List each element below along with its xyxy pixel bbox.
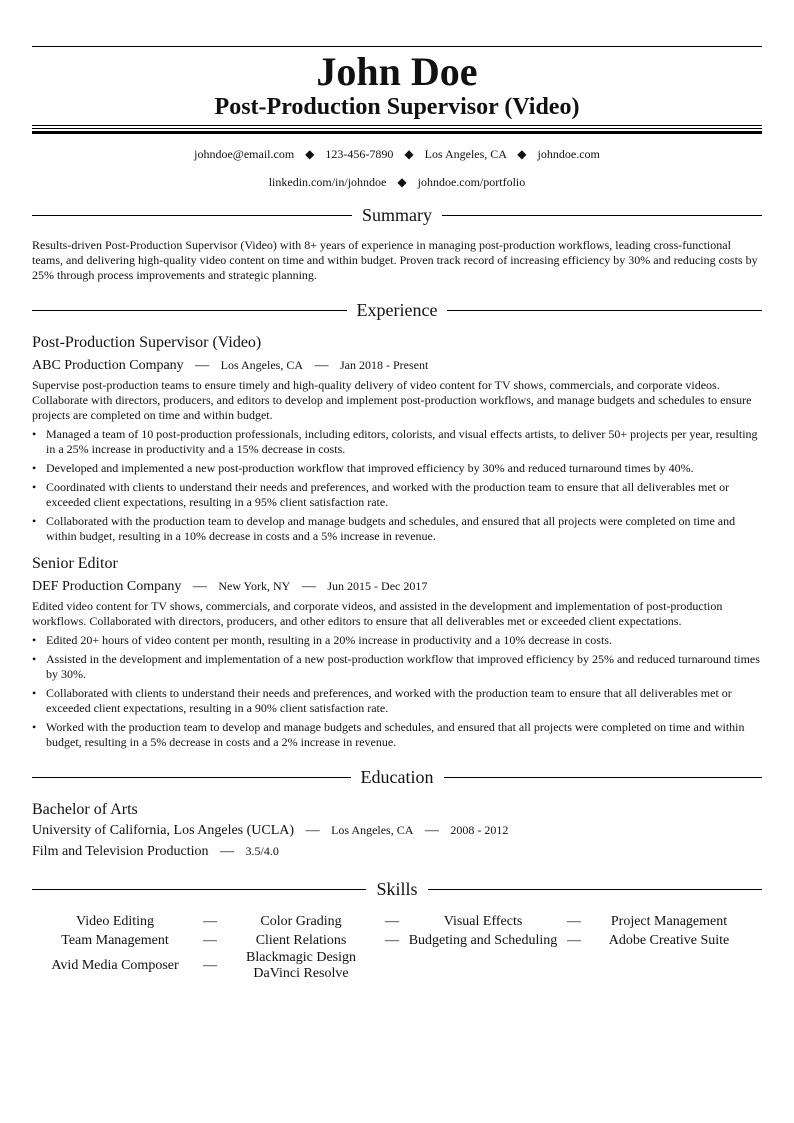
skill-item: Color Grading xyxy=(260,913,342,929)
dash-separator: — xyxy=(203,932,217,948)
skill-item: Team Management xyxy=(61,932,169,948)
job-company-line xyxy=(32,576,762,597)
dash-separator: — xyxy=(567,932,581,948)
edu-school: University of California, Los Angeles (UCLA) xyxy=(32,823,295,838)
job-dates: Jan 2018 - Present xyxy=(340,358,429,372)
candidate-title: Post-Production Supervisor (Video) xyxy=(214,94,580,120)
edu-degree: Bachelor of Arts xyxy=(32,801,138,818)
job-description: Supervise post-production teams to ensure timely and high-quality delivery of video content for TV shows, commercials, and corporate videos. Collaborate with directors, producers, and editors to develop and implement post-production workflows, and manage budgets and schedules to ensure projects are completed on time and within budget. xyxy=(32,378,752,422)
job-bullet: • Coordinated with clients to understand their needs and preferences, and worked with the production team to ensure that all deliverables met or exceeded client expectations, resulting in a 95% client satisfaction rate. xyxy=(32,480,730,509)
experience-heading-label: Experience xyxy=(356,300,438,320)
dash-separator: — xyxy=(385,932,399,948)
job-company: DEF Production Company xyxy=(32,579,182,594)
dash-separator: — xyxy=(219,844,234,859)
bullet-icon: • xyxy=(32,652,37,666)
education-heading xyxy=(32,764,762,790)
skill-item: Video Editing xyxy=(75,913,155,929)
job-bullet: • Collaborated with clients to understand their needs and preferences, and worked with the production team to ensure that all deliverables met or exceeded client expectations, resulting in a 90% client satisfaction rate. xyxy=(32,686,732,715)
bullet-icon: • xyxy=(32,720,37,734)
job-location: Los Angeles, CA xyxy=(220,358,304,372)
contact-phone[interactable]: 123-456-7890 xyxy=(325,147,394,161)
job-bullets xyxy=(32,633,762,750)
skill-item: Project Management xyxy=(610,913,728,929)
bullet-icon: • xyxy=(32,514,37,528)
job-company: ABC Production Company xyxy=(32,358,184,373)
diamond-separator-icon: ◆ xyxy=(305,147,315,161)
edu-major: Film and Television Production xyxy=(32,844,209,859)
job-entry xyxy=(32,333,762,544)
skills-grid xyxy=(32,912,762,982)
job-title: Senior Editor xyxy=(32,555,118,572)
skill-item: Adobe Creative Suite xyxy=(608,932,730,948)
job-bullet: • Worked with the production team to develop and manage budgets and schedules, and ensured that all projects were completed on time and within budget, resulting in a 5% decrease in costs and a 2% increase in revenue. xyxy=(32,720,745,749)
resume-page xyxy=(32,46,762,982)
job-location: New York, NY xyxy=(218,579,291,593)
skills-heading xyxy=(32,876,762,902)
dash-separator: — xyxy=(305,823,320,838)
edu-dates: 2008 - 2012 xyxy=(450,823,509,837)
skill-item: Budgeting and Scheduling xyxy=(408,932,558,948)
skill-item: Visual Effects xyxy=(443,913,523,929)
education-heading-label: Education xyxy=(360,767,434,787)
skill-item: Avid Media Composer xyxy=(51,958,179,973)
job-description: Edited video content for TV shows, commercials, and corporate videos, and assisted in the development and implementation of post-production workflows. Collaborated with directors, producers, and other editors to ensure that all deliverables met or exceeded client expectations. xyxy=(32,599,723,628)
candidate-name: John Doe xyxy=(316,49,478,94)
experience-heading xyxy=(32,297,762,323)
contact-location: Los Angeles, CA xyxy=(424,147,507,161)
edu-major-line xyxy=(32,841,762,862)
job-bullet: • Managed a team of 10 post-production professionals, including editors, colorists, and visual effects artists, to deliver 50+ projects per year, resulting in a 25% increase in productivity and a 15% decrease in costs. xyxy=(32,427,758,456)
skills-heading-label: Skills xyxy=(376,879,418,899)
contact-line-2 xyxy=(32,168,762,196)
dash-separator: — xyxy=(192,579,207,594)
edu-gpa: 3.5/4.0 xyxy=(245,844,279,858)
contact-portfolio[interactable]: johndoe.com/portfolio xyxy=(417,175,526,189)
job-bullet: • Collaborated with the production team to develop and manage budgets and schedules, and ensured that all projects were completed on time and within budget, resulting in a 10% decrease in costs and a 5% increase in revenue. xyxy=(32,514,736,543)
contact-website[interactable]: johndoe.com xyxy=(537,147,600,161)
job-bullet: • Edited 20+ hours of video content per month, resulting in a 20% increase in productivity and a 10% decrease in costs. xyxy=(32,633,612,647)
skill-item: Blackmagic Design DaVinci Resolve xyxy=(245,950,357,981)
bullet-icon: • xyxy=(32,461,37,475)
dash-separator: — xyxy=(385,913,399,929)
edu-school-line xyxy=(32,820,762,841)
dash-separator: — xyxy=(424,823,439,838)
job-bullet: • Assisted in the development and implementation of a new post-production workflow that improved efficiency by 25% and reduced turnaround times by 30%. xyxy=(32,652,760,681)
dash-separator: — xyxy=(203,913,217,929)
diamond-separator-icon: ◆ xyxy=(517,147,527,161)
contact-email[interactable]: johndoe@email.com xyxy=(194,147,295,161)
header-rule xyxy=(32,125,762,134)
contact-line-1 xyxy=(32,140,762,168)
dash-separator: — xyxy=(203,958,217,973)
dash-separator: — xyxy=(314,358,329,373)
diamond-separator-icon: ◆ xyxy=(404,147,414,161)
bullet-icon: • xyxy=(32,480,37,494)
bullet-icon: • xyxy=(32,686,37,700)
bullet-icon: • xyxy=(32,427,37,441)
job-bullet: • Developed and implemented a new post-production workflow that improved efficiency by 30% and reduced turnaround times by 40%. xyxy=(32,461,694,475)
job-dates: Jun 2015 - Dec 2017 xyxy=(327,579,428,593)
edu-location: Los Angeles, CA xyxy=(331,823,414,837)
dash-separator: — xyxy=(195,358,210,373)
contact-linkedin[interactable]: linkedin.com/in/johndoe xyxy=(268,175,387,189)
bullet-icon: • xyxy=(32,633,37,647)
job-bullets xyxy=(32,427,762,544)
dash-separator: — xyxy=(301,579,316,594)
summary-heading-label: Summary xyxy=(362,205,432,225)
job-company-line xyxy=(32,355,762,376)
summary-heading xyxy=(32,202,762,228)
job-entry xyxy=(32,554,762,750)
dash-separator: — xyxy=(567,913,581,929)
summary-text: Results-driven Post-Production Supervisor (Video) with 8+ years of experience in managing post-production workflows, leading cross-functional teams, and delivering high-quality video content on time and within budget. Proven track record of increasing efficiency by 30% and reducing costs by 25% through process improvements and strategic planning. xyxy=(32,238,758,282)
skill-item: Client Relations xyxy=(255,932,347,948)
top-rule xyxy=(32,46,762,47)
diamond-separator-icon: ◆ xyxy=(397,175,407,189)
job-title: Post-Production Supervisor (Video) xyxy=(32,334,262,351)
